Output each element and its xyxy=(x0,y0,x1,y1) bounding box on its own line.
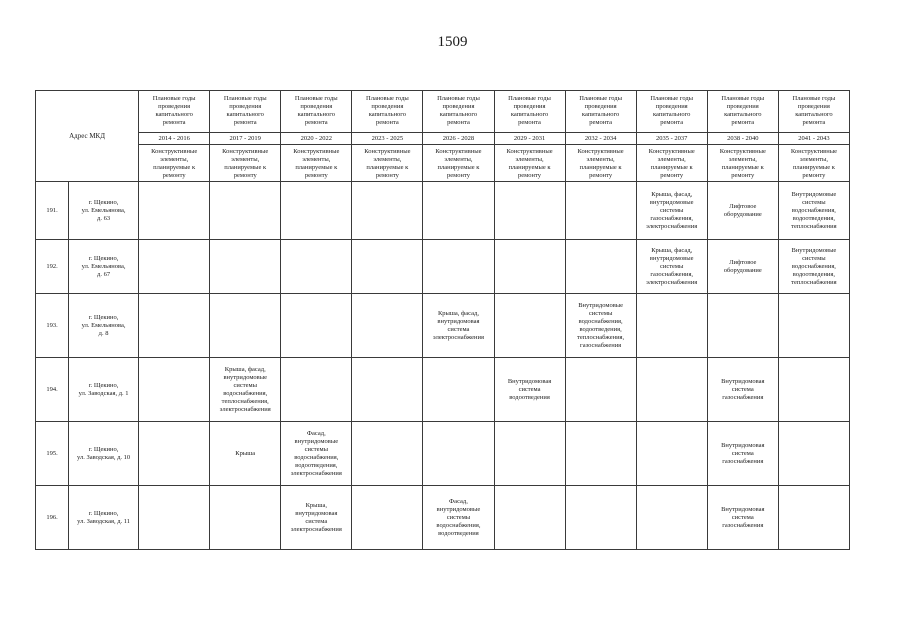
repair-elements-cell xyxy=(352,422,423,486)
repair-elements-cell xyxy=(281,358,352,422)
plan-years-header: Плановые годы проведения капитального ремонта xyxy=(139,91,210,133)
period-header: 2023 - 2025 xyxy=(352,133,423,145)
plan-years-header: Плановые годы проведения капитального ремонта xyxy=(210,91,281,133)
repair-elements-cell: Внутридомовая система газоснабжения xyxy=(707,358,778,422)
repair-elements-cell xyxy=(281,294,352,358)
plan-years-header: Плановые годы проведения капитального ремонта xyxy=(778,91,849,133)
repair-elements-cell xyxy=(565,358,636,422)
repair-elements-cell xyxy=(636,358,707,422)
elements-header: Конструктивные элементы, планируемые к ремонту xyxy=(352,145,423,182)
repair-elements-cell xyxy=(494,422,565,486)
repair-elements-cell xyxy=(210,240,281,294)
repair-elements-cell: Крыша, фасад, внутридомовые системы газоснабжения, электроснабжения xyxy=(636,182,707,240)
repair-elements-cell xyxy=(139,422,210,486)
page-number: 1509 xyxy=(437,34,468,50)
repair-elements-cell xyxy=(636,294,707,358)
building-address: г. Щекино, ул. Емельянова, д. 67 xyxy=(69,240,139,294)
repair-elements-cell xyxy=(139,486,210,550)
elements-header: Конструктивные элементы, планируемые к ремонту xyxy=(778,145,849,182)
repair-elements-cell xyxy=(210,294,281,358)
period-header: 2032 - 2034 xyxy=(565,133,636,145)
elements-header: Конструктивные элементы, планируемые к ремонту xyxy=(707,145,778,182)
row-number: 191. xyxy=(36,182,69,240)
row-number: 196. xyxy=(36,486,69,550)
elements-header: Конструктивные элементы, планируемые к ремонту xyxy=(494,145,565,182)
repair-elements-cell xyxy=(636,486,707,550)
table-body xyxy=(36,91,850,550)
building-address: г. Щекино, ул. Заводская, д. 10 xyxy=(69,422,139,486)
row-number: 192. xyxy=(36,240,69,294)
row-number: 193. xyxy=(36,294,69,358)
repair-elements-cell xyxy=(494,294,565,358)
repair-elements-cell xyxy=(139,358,210,422)
repair-elements-cell xyxy=(778,486,849,550)
repair-elements-cell: Крыша, фасад, внутридомовые системы водоснабжения, теплоснабжения, электроснабжения xyxy=(210,358,281,422)
repair-elements-cell xyxy=(423,182,494,240)
repair-elements-cell xyxy=(494,182,565,240)
table-row xyxy=(36,182,850,240)
table-row xyxy=(36,486,850,550)
repair-elements-cell xyxy=(423,422,494,486)
period-header: 2017 - 2019 xyxy=(210,133,281,145)
address-header: Адрес МКД xyxy=(36,91,139,182)
period-header: 2014 - 2016 xyxy=(139,133,210,145)
period-header: 2035 - 2037 xyxy=(636,133,707,145)
repair-elements-cell xyxy=(778,294,849,358)
repair-elements-cell: Фасад, внутридомовые системы водоснабжения, водоотведения, электроснабжения xyxy=(281,422,352,486)
repair-elements-cell: Фасад, внутридомовые системы водоснабжения, водоотведения xyxy=(423,486,494,550)
elements-header: Конструктивные элементы, планируемые к ремонту xyxy=(636,145,707,182)
capital-repair-table xyxy=(35,90,850,550)
repair-elements-cell xyxy=(352,486,423,550)
repair-elements-cell xyxy=(494,240,565,294)
repair-elements-cell xyxy=(565,240,636,294)
elements-header: Конструктивные элементы, планируемые к ремонту xyxy=(565,145,636,182)
repair-elements-cell xyxy=(139,182,210,240)
period-header: 2041 - 2043 xyxy=(778,133,849,145)
table-row xyxy=(36,294,850,358)
period-header: 2038 - 2040 xyxy=(707,133,778,145)
plan-years-header: Плановые годы проведения капитального ремонта xyxy=(636,91,707,133)
repair-elements-cell: Внутридомовые системы водоснабжения, водоотведения, теплоснабжения xyxy=(778,182,849,240)
header-row-plan xyxy=(36,91,850,133)
building-address: г. Щекино, ул. Заводская, д. 11 xyxy=(69,486,139,550)
period-header: 2020 - 2022 xyxy=(281,133,352,145)
repair-elements-cell: Крыша, фасад, внутридомовая система электроснабжения xyxy=(423,294,494,358)
building-address: г. Щекино, ул. Емельянова, д. 8 xyxy=(69,294,139,358)
elements-header: Конструктивные элементы, планируемые к ремонту xyxy=(210,145,281,182)
plan-years-header: Плановые годы проведения капитального ремонта xyxy=(352,91,423,133)
repair-elements-cell xyxy=(778,358,849,422)
repair-elements-cell xyxy=(707,294,778,358)
repair-elements-cell xyxy=(423,240,494,294)
repair-elements-cell xyxy=(565,422,636,486)
repair-elements-cell xyxy=(352,358,423,422)
repair-elements-cell: Лифтовое оборудование xyxy=(707,240,778,294)
repair-elements-cell xyxy=(778,422,849,486)
repair-elements-cell: Внутридомовые системы водоснабжения, водоотведения, теплоснабжения xyxy=(778,240,849,294)
row-number: 194. xyxy=(36,358,69,422)
repair-elements-cell: Лифтовое оборудование xyxy=(707,182,778,240)
plan-years-header: Плановые годы проведения капитального ремонта xyxy=(707,91,778,133)
repair-elements-cell xyxy=(423,358,494,422)
row-number: 195. xyxy=(36,422,69,486)
table-row xyxy=(36,240,850,294)
repair-elements-cell: Крыша, фасад, внутридомовые системы газоснабжения, электроснабжения xyxy=(636,240,707,294)
table-row xyxy=(36,358,850,422)
period-header: 2029 - 2031 xyxy=(494,133,565,145)
repair-elements-cell: Внутридомовые системы водоснабжения, водоотведения, теплоснабжения, газоснабжения xyxy=(565,294,636,358)
repair-elements-cell xyxy=(636,422,707,486)
repair-elements-cell xyxy=(139,240,210,294)
building-address: г. Щекино, ул. Емельянова, д. 63 xyxy=(69,182,139,240)
repair-elements-cell xyxy=(565,486,636,550)
plan-years-header: Плановые годы проведения капитального ремонта xyxy=(423,91,494,133)
repair-elements-cell: Крыша xyxy=(210,422,281,486)
repair-elements-cell xyxy=(352,240,423,294)
plan-years-header: Плановые годы проведения капитального ремонта xyxy=(281,91,352,133)
plan-years-header: Плановые годы проведения капитального ремонта xyxy=(494,91,565,133)
repair-elements-cell xyxy=(210,182,281,240)
repair-elements-cell: Внутридомовая система газоснабжения xyxy=(707,422,778,486)
repair-elements-cell xyxy=(352,182,423,240)
building-address: г. Щекино, ул. Заводская, д. 1 xyxy=(69,358,139,422)
repair-elements-cell xyxy=(352,294,423,358)
repair-elements-cell xyxy=(281,240,352,294)
header-row-periods xyxy=(36,133,850,145)
repair-elements-cell: Внутридомовая система газоснабжения xyxy=(707,486,778,550)
plan-years-header: Плановые годы проведения капитального ремонта xyxy=(565,91,636,133)
repair-elements-cell xyxy=(281,182,352,240)
period-header: 2026 - 2028 xyxy=(423,133,494,145)
repair-elements-cell xyxy=(565,182,636,240)
repair-elements-cell xyxy=(210,486,281,550)
repair-elements-cell xyxy=(139,294,210,358)
header-row-elements xyxy=(36,145,850,182)
elements-header: Конструктивные элементы, планируемые к ремонту xyxy=(139,145,210,182)
repair-elements-cell xyxy=(494,486,565,550)
table-row xyxy=(36,422,850,486)
repair-elements-cell: Крыша, внутридомовая система электроснабжения xyxy=(281,486,352,550)
repair-elements-cell: Внутридомовая система водоотведения xyxy=(494,358,565,422)
elements-header: Конструктивные элементы, планируемые к ремонту xyxy=(423,145,494,182)
elements-header: Конструктивные элементы, планируемые к ремонту xyxy=(281,145,352,182)
